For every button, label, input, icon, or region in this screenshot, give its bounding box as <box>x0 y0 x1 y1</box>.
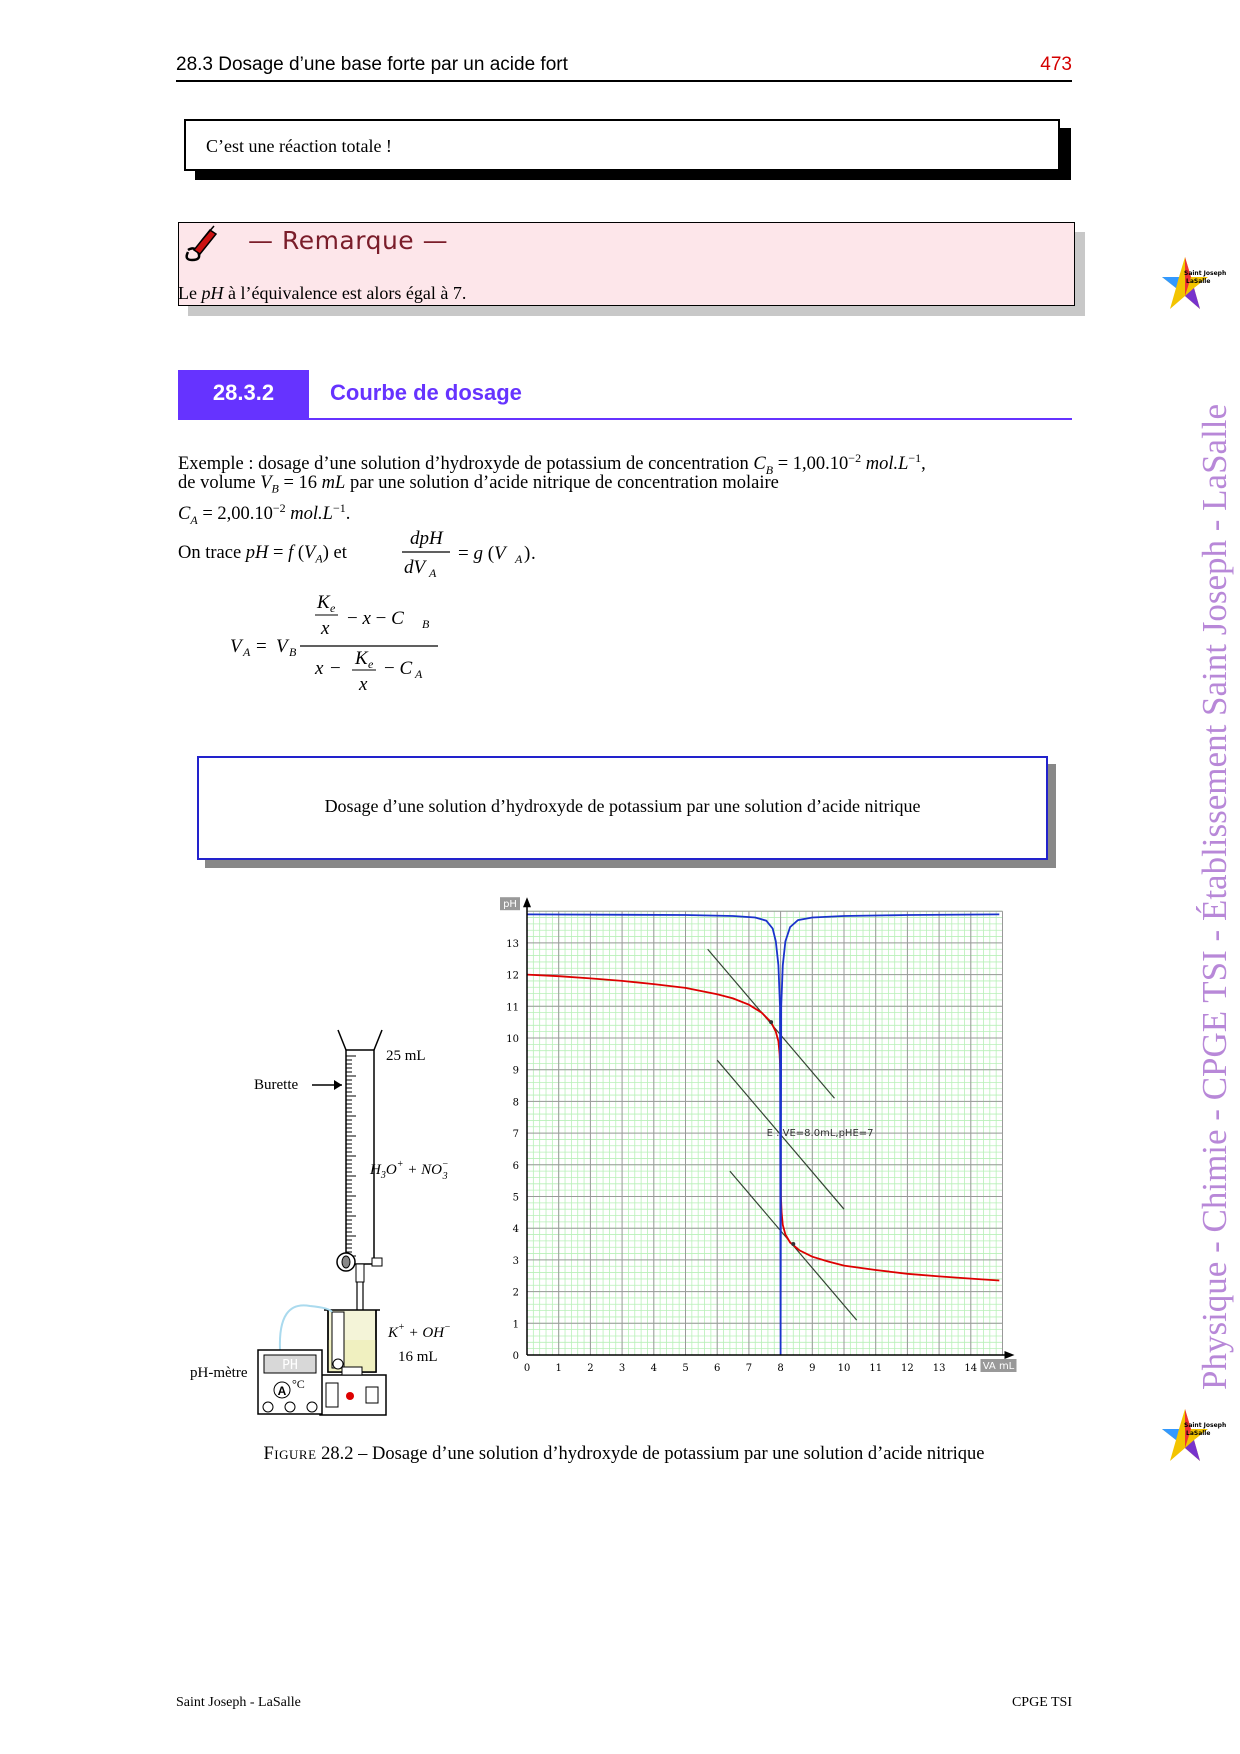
equivalence-annotation: E : VE=8.0mL,pHE=7 <box>766 1128 874 1140</box>
x-tick-label: 5 <box>682 1363 689 1374</box>
result-box-text: C’est une réaction totale ! <box>206 136 392 156</box>
svg-text:K: K <box>355 648 368 669</box>
footer-left: Saint Joseph - LaSalle <box>176 1695 301 1710</box>
svg-text:Saint Joseph: Saint Joseph <box>1184 270 1227 277</box>
svg-text:V: V <box>230 636 242 657</box>
x-tick-label: 2 <box>587 1363 594 1374</box>
y-tick-label: 2 <box>512 1287 519 1299</box>
tangent-point <box>769 1020 773 1024</box>
y-tick-label: 6 <box>512 1160 519 1172</box>
y-tick-label: 11 <box>506 1002 519 1014</box>
section-title: Courbe de dosage <box>330 380 522 405</box>
svg-text:A: A <box>277 1384 287 1398</box>
header-rule <box>176 80 1072 82</box>
svg-text:°C: °C <box>292 1377 305 1391</box>
svg-text:A: A <box>429 566 437 580</box>
y-tick-label: 3 <box>512 1255 519 1267</box>
x-tick-label: 0 <box>523 1363 531 1374</box>
svg-text:=: = <box>256 636 267 657</box>
svg-text:A: A <box>415 667 423 681</box>
svg-text:LaSalle: LaSalle <box>1186 278 1211 285</box>
y-tick-label: 5 <box>512 1192 519 1204</box>
page-number: 473 <box>1040 54 1072 75</box>
svg-text:x: x <box>321 618 330 639</box>
svg-text:x: x <box>359 674 368 695</box>
x-tick-label: 1 <box>555 1363 562 1374</box>
svg-text:LaSalle: LaSalle <box>1186 1430 1211 1437</box>
x-tick-label: 12 <box>901 1363 914 1374</box>
x-tick-label: 14 <box>964 1363 978 1374</box>
figure-title-text: Dosage d’une solution d’hydroxyde de potassium par une solution d’acide nitrique <box>324 796 921 816</box>
school-logo-star <box>1160 255 1227 313</box>
derivative-formula <box>390 526 560 582</box>
example-line-2: de volume $V_B = 16$ mL par une solution d’acide nitrique de concentration molaire <box>178 473 779 496</box>
svg-text:A: A <box>515 552 523 566</box>
x-tick-label: 9 <box>809 1363 816 1374</box>
svg-text:K: K <box>317 592 330 613</box>
x-tick-label: 4 <box>650 1363 657 1374</box>
example-line-3: $C_A = 2,00.10^{-2}$ $mol.L^{-1}$. <box>178 501 351 527</box>
svg-text:B: B <box>422 617 430 631</box>
svg-text:−: − <box>330 658 341 679</box>
titration-chart <box>495 900 1095 1440</box>
svg-text:A: A <box>243 645 251 659</box>
x-tick-label: 3 <box>618 1363 626 1374</box>
ph-display: PH <box>282 1358 298 1373</box>
y-axis-label: pH <box>503 899 517 911</box>
svg-text:B: B <box>289 645 297 659</box>
remark-title: — Remarque — <box>248 226 449 255</box>
y-tick-label: 8 <box>512 1097 519 1109</box>
y-tick-label: 1 <box>512 1319 519 1331</box>
burette-label: Burette <box>254 1077 299 1093</box>
sidebar-vertical-text: Physique - Chimie - CPGE TSI - Établissement Saint Joseph - LaSalle <box>1195 403 1234 1390</box>
remark-text: Le pH à l’équivalence est alors égal à 7. <box>178 283 467 303</box>
va-formula <box>220 590 460 700</box>
svg-text:e: e <box>330 601 336 615</box>
section-number: 28.3.2 <box>212 380 275 405</box>
figure-caption: Figure 28.2 – Dosage d’une solution d’hydroxyde de potassium par une solution d’acide nitrique <box>263 1444 985 1464</box>
svg-text:Saint Joseph: Saint Joseph <box>1184 1422 1227 1429</box>
pen-hand-icon <box>180 222 220 264</box>
svg-text:− x − C: − x − C <box>347 608 404 629</box>
footer-right: CPGE TSI <box>1011 1695 1072 1710</box>
section-rule <box>178 418 1072 420</box>
svg-text:− C: − C <box>384 658 413 679</box>
y-tick-label: 10 <box>506 1034 519 1045</box>
y-tick-label: 9 <box>512 1065 519 1077</box>
svg-text:dV: dV <box>404 557 426 578</box>
svg-text:= g (V: = g (V <box>458 543 506 564</box>
x-tick-label: 10 <box>837 1363 851 1374</box>
x-tick-label: 7 <box>745 1363 753 1374</box>
x-axis-label: VA mL <box>982 1361 1015 1372</box>
analyte-volume: 16 mL <box>398 1349 438 1365</box>
burette-volume: 25 mL <box>386 1048 426 1064</box>
svg-text:): ) <box>524 543 531 564</box>
on-trace-line: On trace pH = f $(V_A)$ et <box>178 543 347 566</box>
svg-text:V: V <box>276 636 288 657</box>
x-tick-label: 8 <box>777 1363 784 1374</box>
x-tick-label: 6 <box>714 1363 721 1374</box>
example-line-1: Exemple : dosage d’une solution d’hydroxyde de potassium de concentration $C_B = 1,00.10^{-2}$ $mol.L^{-1}$, <box>178 451 926 477</box>
svg-text:dpH: dpH <box>410 528 443 549</box>
svg-text:.: . <box>531 543 536 564</box>
school-logo-star-bottom <box>1160 1407 1227 1465</box>
svg-text:e: e <box>368 657 374 671</box>
y-axis-arrow <box>523 897 531 907</box>
svg-text:x: x <box>315 658 324 679</box>
result-box <box>184 119 1060 171</box>
figure-title-box <box>197 756 1048 860</box>
titrant-species: $H_3O^+ + NO^-$ 3 <box>370 1159 449 1182</box>
running-header-title: 28.3 Dosage d’une base forte par un acide fort <box>176 54 568 75</box>
x-tick-label: 11 <box>869 1363 883 1374</box>
y-tick-label: 4 <box>512 1224 519 1236</box>
ph-meter-label: pH-mètre <box>190 1365 248 1381</box>
analyte-species: K+ + OH− <box>388 1322 451 1341</box>
y-tick-label: 7 <box>512 1129 519 1141</box>
x-tick-label: 13 <box>932 1363 946 1374</box>
y-tick-label: 12 <box>506 970 519 982</box>
titration-apparatus <box>180 1010 520 1430</box>
tangent-point <box>791 1242 795 1246</box>
y-tick-label: 13 <box>506 938 519 950</box>
x-axis-arrow <box>1005 1351 1015 1359</box>
y-tick-label: 0 <box>512 1351 519 1362</box>
